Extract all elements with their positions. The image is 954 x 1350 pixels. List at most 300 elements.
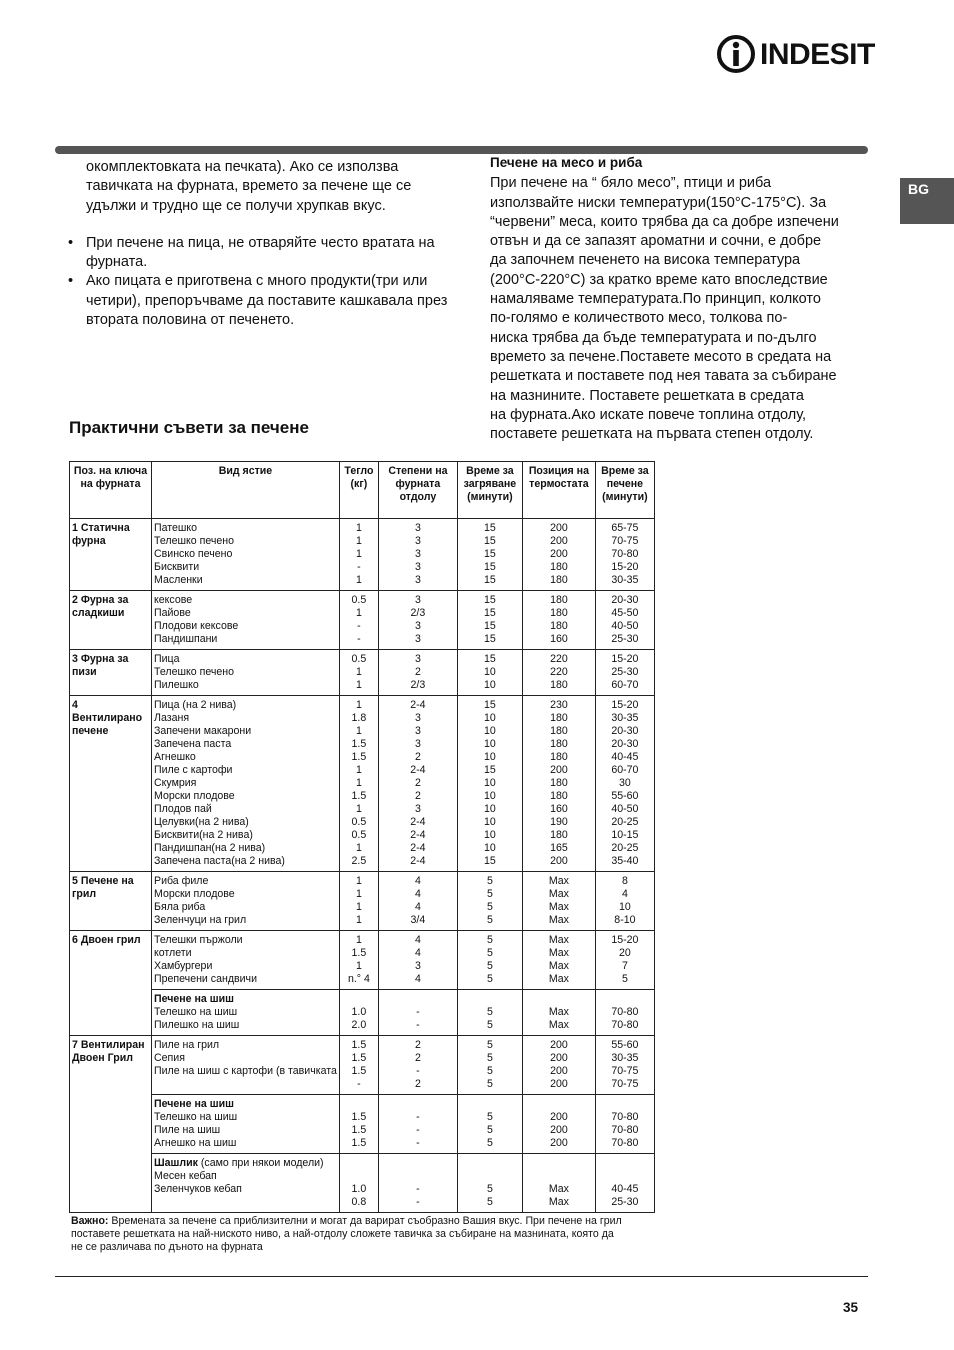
food-value: Телешко на шиш [154, 1006, 238, 1018]
thermostat-value: 230 [550, 699, 568, 711]
preheat-cell [457, 696, 522, 872]
level-value: 2 [414, 751, 421, 763]
level-cell [378, 591, 457, 650]
subsection-title-note: (само при някои модели) [197, 1157, 324, 1169]
food-value: Плодови кексове [154, 620, 239, 632]
food-value: Телешки пържоли [154, 934, 243, 946]
blank-line [525, 1098, 593, 1111]
preheat-value: 15 [484, 699, 496, 711]
time-cell [595, 1036, 654, 1095]
thermostat-cell [522, 1095, 595, 1154]
level-value: 3 [414, 535, 421, 547]
preheat-value: 15 [484, 633, 496, 645]
weight-value: - [357, 633, 361, 645]
left-paragraph: окомплектовката на печката). Ако се използва тавичката на фурната, времето за печене ще се удължи и трудно ще се получи хрупкав вкус. [86, 159, 412, 214]
food-value: Препечени сандвичи [154, 973, 257, 985]
level-cell [378, 1154, 457, 1213]
food-value: Телешко печено [154, 535, 235, 547]
level-value: 4 [414, 973, 421, 985]
time-value: 7 [621, 960, 628, 972]
level-value: 2-4 [410, 764, 426, 776]
level-value: - [416, 1183, 420, 1195]
preheat-value: 5 [486, 973, 493, 985]
thermostat-value: 200 [550, 1039, 568, 1051]
thermostat-value: 200 [550, 535, 568, 547]
food-cell [152, 990, 340, 1036]
note-label: Важно: [71, 1215, 109, 1227]
thermostat-value: Max [548, 1019, 569, 1031]
table-header-cell: Време за загряване (минути) [457, 462, 522, 519]
blank-line [342, 1170, 376, 1183]
level-cell [378, 931, 457, 990]
weight-value: 1.5 [351, 751, 367, 763]
weight-value: 1.5 [351, 1065, 367, 1077]
language-tab [900, 178, 954, 224]
preheat-value: 10 [484, 790, 496, 802]
blank-line [381, 1170, 455, 1183]
right-column [490, 153, 862, 444]
weight-value: 1 [355, 914, 362, 926]
level-cell [378, 1095, 457, 1154]
thermostat-value: 200 [550, 548, 568, 560]
food-value: Агнешко [154, 751, 196, 763]
weight-value: 1 [355, 803, 362, 815]
thermostat-cell [522, 650, 595, 696]
level-value: 3 [414, 633, 421, 645]
blank-line [525, 1157, 593, 1170]
time-value: 20-30 [611, 725, 639, 737]
time-value: 8-10 [614, 914, 636, 926]
thermostat-value: Max [548, 1183, 569, 1195]
level-value: 4 [414, 934, 421, 946]
level-value: 3 [414, 561, 421, 573]
time-value: 15-20 [611, 561, 639, 573]
language-tab-label: BG [908, 181, 929, 197]
thermostat-value: 180 [550, 594, 568, 606]
thermostat-value: 180 [550, 620, 568, 632]
level-value: 3 [414, 803, 421, 815]
time-value: 20-30 [611, 594, 639, 606]
weight-value: 0.5 [351, 816, 367, 828]
blank-line [525, 993, 593, 1006]
thermostat-value: 180 [550, 712, 568, 724]
oven-mode-cell: 2 Фурна за сладкиши [70, 591, 152, 650]
preheat-value: 5 [486, 901, 493, 913]
time-value: 25-30 [611, 633, 639, 645]
food-cell [152, 519, 340, 591]
indesit-logo [716, 32, 875, 76]
food-cell [152, 872, 340, 931]
food-value: Масленки [154, 574, 203, 586]
time-value: 15-20 [611, 699, 639, 711]
preheat-value: 10 [484, 829, 496, 841]
time-value: 20-25 [611, 816, 639, 828]
thermostat-value: Max [548, 1006, 569, 1018]
time-cell [595, 1095, 654, 1154]
thermostat-value: 200 [550, 1124, 568, 1136]
level-cell [378, 696, 457, 872]
weight-value: 1 [355, 875, 362, 887]
food-value: Пиле на шиш [154, 1124, 221, 1136]
weight-cell [339, 591, 378, 650]
thermostat-value: 180 [550, 607, 568, 619]
preheat-value: 5 [486, 875, 493, 887]
time-value: 20-30 [611, 738, 639, 750]
time-cell [595, 591, 654, 650]
preheat-value: 5 [486, 1183, 493, 1195]
weight-value: 1 [355, 888, 362, 900]
preheat-value: 15 [484, 653, 496, 665]
level-value: 4 [414, 888, 421, 900]
preheat-cell [457, 1095, 522, 1154]
level-value: 3 [414, 522, 421, 534]
thermostat-value: 200 [550, 764, 568, 776]
food-value: Агнешко на шиш [154, 1137, 237, 1149]
time-value: 70-75 [611, 535, 639, 547]
food-cell [152, 591, 340, 650]
blank-line [460, 1157, 520, 1170]
thermostat-value: 200 [550, 1065, 568, 1077]
blank-line [381, 993, 455, 1006]
weight-cell [339, 990, 378, 1036]
level-value: 3 [414, 574, 421, 586]
level-value: - [416, 1124, 420, 1136]
preheat-value: 15 [484, 522, 496, 534]
time-value: 20-25 [611, 842, 639, 854]
weight-cell [339, 931, 378, 990]
time-value: 30-35 [611, 712, 639, 724]
preheat-cell [457, 591, 522, 650]
thermostat-value: 200 [550, 1052, 568, 1064]
level-value: 2 [414, 790, 421, 802]
level-value: 3 [414, 738, 421, 750]
preheat-value: 15 [484, 548, 496, 560]
important-note [71, 1215, 627, 1254]
thermostat-value: 220 [550, 666, 568, 678]
page-number: 35 [843, 1300, 859, 1315]
thermostat-value: 180 [550, 679, 568, 691]
preheat-value: 15 [484, 855, 496, 867]
blank-line [598, 1098, 652, 1111]
time-cell [595, 931, 654, 990]
cooking-table-wrapper [69, 461, 655, 1213]
weight-value: 0.8 [351, 1196, 367, 1208]
time-value: 70-75 [611, 1065, 639, 1077]
brand-name: INDESIT [760, 38, 875, 71]
time-cell [595, 1154, 654, 1213]
thermostat-value: 180 [550, 561, 568, 573]
preheat-value: 5 [486, 888, 493, 900]
time-value: 30 [619, 777, 631, 789]
food-value: Пиле с картофи [154, 764, 233, 776]
thermostat-value: 160 [550, 633, 568, 645]
food-cell [152, 1036, 340, 1095]
food-value: Морски плодове [154, 790, 235, 802]
table-header-cell: Време за печене (минути) [595, 462, 654, 519]
food-value: Морски плодове [154, 888, 235, 900]
food-value: Пилешко на шиш [154, 1019, 240, 1031]
thermostat-cell [522, 872, 595, 931]
weight-cell [339, 519, 378, 591]
preheat-value: 10 [484, 679, 496, 691]
level-value: 3 [414, 725, 421, 737]
level-value: 3 [414, 548, 421, 560]
level-cell [378, 990, 457, 1036]
preheat-value: 15 [484, 535, 496, 547]
level-value: 2-4 [410, 699, 426, 711]
preheat-value: 10 [484, 803, 496, 815]
thermostat-value: 180 [550, 777, 568, 789]
weight-value: 1.5 [351, 1124, 367, 1136]
thermostat-value: 200 [550, 1078, 568, 1090]
time-value: 20 [619, 947, 631, 959]
time-value: 40-45 [611, 1183, 639, 1195]
thermostat-value: 200 [550, 1111, 568, 1123]
time-cell [595, 990, 654, 1036]
level-value: 3 [414, 653, 421, 665]
thermostat-cell [522, 696, 595, 872]
preheat-value: 10 [484, 751, 496, 763]
thermostat-value: Max [548, 960, 569, 972]
preheat-cell [457, 1154, 522, 1213]
preheat-value: 5 [486, 947, 493, 959]
thermostat-value: Max [548, 973, 569, 985]
time-value: 70-75 [611, 1078, 639, 1090]
preheat-value: 5 [486, 1124, 493, 1136]
weight-cell [339, 1036, 378, 1095]
meat-fish-title: Печене на месо и риба [490, 155, 643, 170]
weight-value: 1.5 [351, 1039, 367, 1051]
thermostat-value: Max [548, 888, 569, 900]
level-value: 2/3 [410, 679, 426, 691]
food-cell [152, 1154, 340, 1213]
food-value: Телешко печено [154, 666, 235, 678]
thermostat-value: Max [548, 947, 569, 959]
time-value: 10-15 [611, 829, 639, 841]
food-value: Месен кебап [154, 1170, 217, 1182]
time-value: 60-70 [611, 679, 639, 691]
level-value: - [416, 1019, 420, 1031]
food-value: Риба филе [154, 875, 209, 887]
food-value: Целувки(на 2 нива) [154, 816, 249, 828]
food-value: Бисквити [154, 561, 200, 573]
thermostat-value: 165 [550, 842, 568, 854]
preheat-value: 5 [486, 1196, 493, 1208]
section-title: Практични съвети за печене [69, 418, 309, 437]
oven-mode-cell: 6 Двоен грил [70, 931, 152, 1036]
thermostat-value: 200 [550, 1137, 568, 1149]
weight-value: - [357, 1078, 361, 1090]
food-value: Бисквити(на 2 нива) [154, 829, 253, 841]
weight-value: 1.5 [351, 1052, 367, 1064]
blank-line [381, 1098, 455, 1111]
level-value: 3/4 [410, 914, 426, 926]
thermostat-value: 180 [550, 725, 568, 737]
blank-line [342, 1157, 376, 1170]
subsection-title [154, 1098, 337, 1111]
food-value: Плодов пай [154, 803, 212, 815]
preheat-value: 10 [484, 816, 496, 828]
thermostat-value: 200 [550, 855, 568, 867]
preheat-value: 10 [484, 725, 496, 737]
blank-line [460, 1098, 520, 1111]
time-value: 70-80 [611, 1111, 639, 1123]
table-header-cell: Степени на фурната отдолу [378, 462, 457, 519]
time-value: 45-50 [611, 607, 639, 619]
preheat-cell [457, 519, 522, 591]
food-value: Хамбургери [154, 960, 213, 972]
thermostat-value: Max [548, 875, 569, 887]
table-header-cell: Тегло (кг) [339, 462, 378, 519]
time-value: 40-45 [611, 751, 639, 763]
time-cell [595, 519, 654, 591]
blank-line [598, 993, 652, 1006]
thermostat-cell [522, 1036, 595, 1095]
time-value: 10 [619, 901, 631, 913]
time-value: 5 [621, 973, 628, 985]
blank-line [342, 993, 376, 1006]
weight-cell [339, 696, 378, 872]
time-value: 70-80 [611, 1019, 639, 1031]
table-row [70, 1036, 655, 1095]
weight-value: 1 [355, 607, 362, 619]
preheat-value: 10 [484, 777, 496, 789]
time-value: 55-60 [611, 790, 639, 802]
blank-line [460, 993, 520, 1006]
preheat-value: 5 [486, 1111, 493, 1123]
food-value: Свинско печено [154, 548, 233, 560]
preheat-value: 15 [484, 764, 496, 776]
weight-value: 1.0 [351, 1006, 367, 1018]
weight-value: 1.5 [351, 738, 367, 750]
table-header-cell: Вид ястие [152, 462, 340, 519]
indesit-logo-icon [716, 32, 756, 76]
time-value: 35-40 [611, 855, 639, 867]
level-value: 2-4 [410, 855, 426, 867]
thermostat-cell [522, 591, 595, 650]
preheat-value: 15 [484, 574, 496, 586]
food-value: Запечени макарони [154, 725, 252, 737]
weight-value: n.° 4 [347, 973, 370, 985]
preheat-value: 10 [484, 842, 496, 854]
preheat-value: 5 [486, 1039, 493, 1051]
level-value: 3 [414, 594, 421, 606]
oven-mode-cell: 7 Вентилиран Двоен Грил [70, 1036, 152, 1213]
preheat-value: 15 [484, 561, 496, 573]
weight-value: 1.8 [351, 712, 367, 724]
food-value: Пандишпани [154, 633, 218, 645]
preheat-cell [457, 990, 522, 1036]
time-value: 65-75 [611, 522, 639, 534]
level-value: 2-4 [410, 816, 426, 828]
time-value: 30-35 [611, 574, 639, 586]
level-value: 2/3 [410, 607, 426, 619]
food-value: Скумрия [154, 777, 197, 789]
level-value: 2-4 [410, 829, 426, 841]
weight-cell [339, 650, 378, 696]
thermostat-value: Max [548, 1196, 569, 1208]
thermostat-value: 200 [550, 522, 568, 534]
table-row [70, 872, 655, 931]
level-value: 4 [414, 901, 421, 913]
time-value: 70-80 [611, 1137, 639, 1149]
preheat-cell [457, 872, 522, 931]
food-cell [152, 650, 340, 696]
weight-value: 2.0 [351, 1019, 367, 1031]
food-value: Пиле на шиш с картофи (в тавичката [154, 1065, 337, 1077]
time-value: 40-50 [611, 620, 639, 632]
weight-cell [339, 1154, 378, 1213]
oven-mode-cell: 4 Вентилирано печене [70, 696, 152, 872]
weight-value: 0.5 [351, 594, 367, 606]
preheat-value: 5 [486, 1019, 493, 1031]
level-value: 2 [414, 666, 421, 678]
table-header-cell: Поз. на ключа на фурната [70, 462, 152, 519]
preheat-value: 5 [486, 1006, 493, 1018]
note-text: Времената за печене са приблизителни и могат да варират съобразно Вашия вкус. При печене на грил поставете решетката на най-ниското ниво, а най-отдолу сложете тавичка за събиране на мазнината, която да не се различава по дъното на фурната [71, 1215, 622, 1253]
preheat-cell [457, 931, 522, 990]
level-value: - [416, 1006, 420, 1018]
weight-value: 1 [355, 522, 362, 534]
preheat-value: 10 [484, 666, 496, 678]
weight-value: 1.5 [351, 947, 367, 959]
footer-divider [55, 1276, 868, 1277]
food-value: Пандишпан(на 2 нива) [154, 842, 266, 854]
weight-value: - [357, 561, 361, 573]
weight-value: 1.5 [351, 790, 367, 802]
weight-value: 1 [355, 901, 362, 913]
level-value: 3 [414, 960, 421, 972]
tips-list [86, 234, 456, 330]
preheat-value: 15 [484, 607, 496, 619]
weight-value: 1.5 [351, 1137, 367, 1149]
preheat-value: 10 [484, 712, 496, 724]
thermostat-value: Max [548, 914, 569, 926]
preheat-value: 5 [486, 1137, 493, 1149]
time-value: 25-30 [611, 666, 639, 678]
weight-value: 1 [355, 960, 362, 972]
level-value: - [416, 1065, 420, 1077]
time-value: 15-20 [611, 934, 639, 946]
thermostat-value: Max [548, 934, 569, 946]
food-cell [152, 1095, 340, 1154]
oven-mode-cell: 1 Статична фурна [70, 519, 152, 591]
level-value: 4 [414, 947, 421, 959]
preheat-value: 5 [486, 934, 493, 946]
food-cell [152, 696, 340, 872]
food-value: Пиле на грил [154, 1039, 220, 1051]
table-row [70, 650, 655, 696]
preheat-value: 15 [484, 594, 496, 606]
thermostat-value: 180 [550, 738, 568, 750]
thermostat-value: 180 [550, 751, 568, 763]
level-value: 2 [414, 1052, 421, 1064]
table-header-row [70, 462, 655, 519]
meat-fish-body: При печене на “ бяло месо”, птици и риба използвайте ниски температури(150°C-175°C). За “червени” меса, които трябва да са добре изпечени отвън и да се запазят ароматни и сочни, е добре да започнем печенето на висока температура (200°C-220°C) за кратко време като впоследствие намаляваме температурата.По принцип, колкото по-голямо е количеството месо, толкова по- ниска трябва да бъде температурата и по-дълго времето за печене.Поставете месото в средата на решетката и поставете под нея тавата за събиране на мазнините. Поставете решетката в средата на фурната.Ако искате повече топлина отдолу, поставете решетката на първата степен отдолу. [490, 175, 839, 443]
food-value: Зеленчуков кебап [154, 1183, 242, 1195]
preheat-value: 15 [484, 620, 496, 632]
thermostat-cell [522, 519, 595, 591]
time-cell [595, 696, 654, 872]
food-value: Пилешко [154, 679, 199, 691]
preheat-value: 5 [486, 914, 493, 926]
weight-value: 1 [355, 842, 362, 854]
food-cell [152, 931, 340, 990]
preheat-value: 5 [486, 1052, 493, 1064]
time-value: 4 [621, 888, 628, 900]
oven-mode-cell: 5 Печене на грил [70, 872, 152, 931]
thermostat-value: 180 [550, 829, 568, 841]
